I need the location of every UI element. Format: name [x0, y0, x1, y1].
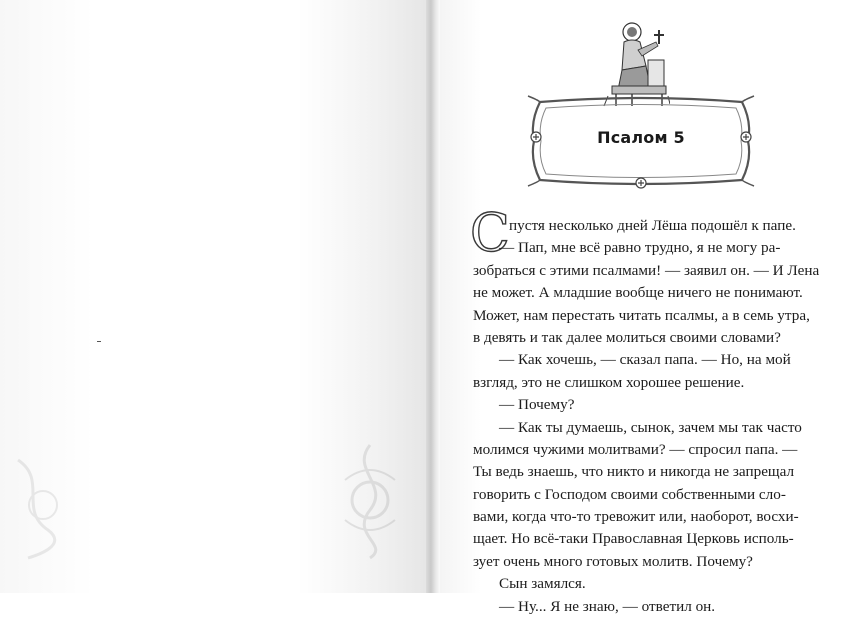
text-line: зует очень много готовых молитв. Почему? [473, 552, 753, 570]
text-line: — Как хочешь, — сказал папа. — Но, на мой [499, 351, 791, 369]
text-line: — Почему? [499, 396, 575, 414]
drop-cap: С [470, 204, 510, 264]
text-line: говорить с Господом своими собственными сло- [473, 485, 786, 503]
book-gutter [426, 0, 440, 593]
text-line: — Ну... Я не знаю, — ответил он. [499, 597, 716, 615]
text-line: Ты ведь знаешь, что никто и никогда не запрещал [473, 463, 795, 481]
bleed-through-ornament-left-icon [8, 450, 78, 560]
text-line: Может, нам перестать читать псалмы, а в семь утра, [473, 306, 810, 324]
text-line: не может. А младшие вообще ничего не понимают. [473, 284, 803, 302]
text-line: взгляд, это не слишком хорошее решение. [473, 373, 745, 391]
chapter-title: Псалом 5 [597, 128, 685, 147]
cross-icon [636, 178, 646, 188]
text-line: — Пап, мне всё равно трудно, я не могу ра- [499, 239, 781, 257]
text-line: пустя несколько дней Лёша подошёл к папе. [509, 217, 796, 234]
text-line: в девять и так далее молиться своими словами? [473, 328, 781, 346]
left-page [0, 0, 426, 593]
text-line: зобраться с этими псалмами! — заявил он. — И Лена [473, 261, 820, 279]
body-text [473, 215, 820, 618]
bleed-through-ornament-icon [330, 440, 410, 560]
margin-mark [97, 341, 101, 342]
text-line: щает. Но всё-таки Православная Церковь исполь- [473, 530, 794, 548]
text-line: молимся чужими молитвами? — спросил папа. — [473, 440, 798, 458]
text-line: Сын замялся. [499, 575, 586, 593]
text-line: — Как ты думаешь, сынок, зачем мы так часто [499, 418, 802, 436]
text-line: вами, когда что-то тревожит или, наоборот, восхи- [473, 508, 799, 526]
